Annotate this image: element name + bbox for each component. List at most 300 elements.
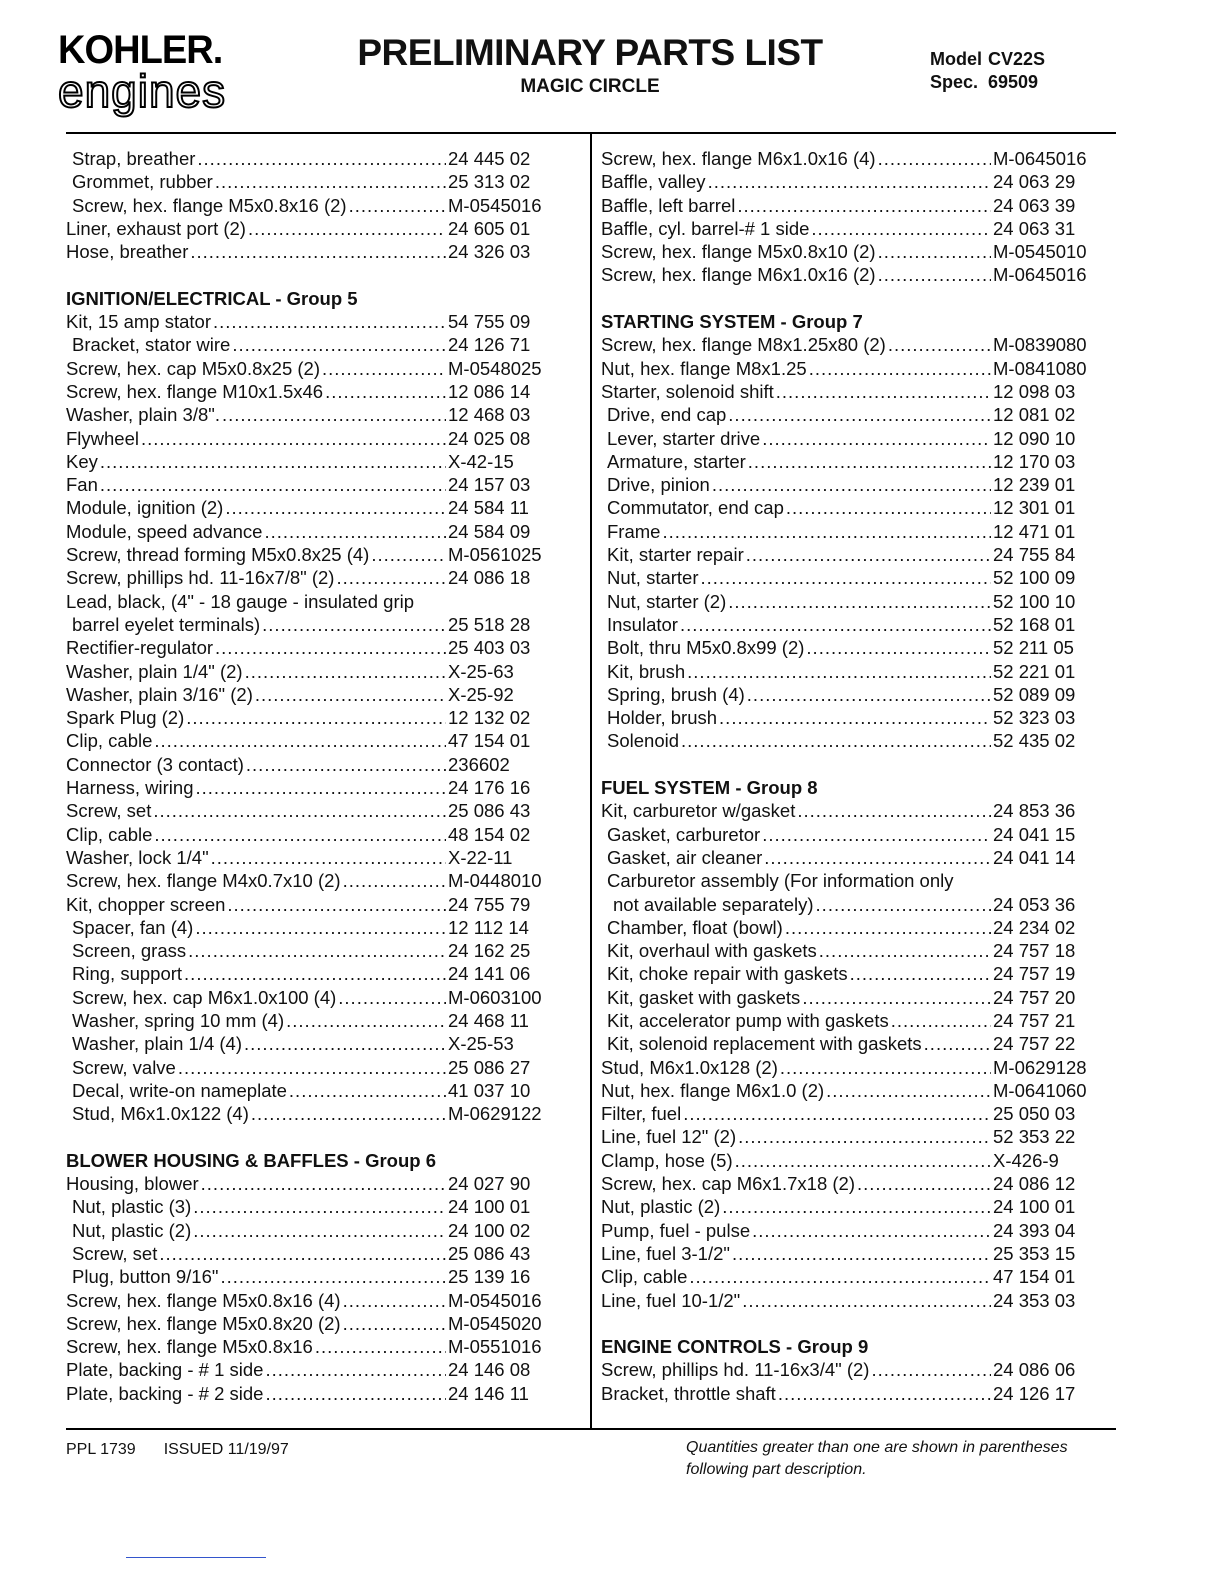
part-description: Rectifier-regulator bbox=[66, 637, 214, 659]
part-number: 12 471 01 bbox=[993, 520, 1076, 542]
parts-row bbox=[66, 730, 546, 753]
part-description: Washer, plain 3/8". bbox=[66, 404, 220, 426]
group-heading-fuel: FUEL SYSTEM - Group 8 bbox=[601, 777, 818, 799]
leader-dots bbox=[343, 1313, 446, 1335]
parts-row bbox=[66, 1103, 546, 1126]
parts-row bbox=[601, 474, 1091, 497]
part-number: 24 853 36 bbox=[993, 800, 1076, 822]
part-number: 24 063 31 bbox=[993, 217, 1076, 239]
parts-row bbox=[601, 614, 1091, 637]
parts-row bbox=[601, 358, 1091, 381]
parts-row bbox=[66, 1359, 546, 1382]
parts-row bbox=[66, 754, 546, 777]
parts-row bbox=[601, 940, 1091, 963]
leader-dots bbox=[752, 1220, 991, 1242]
part-description: Screw, hex. flange M6x1.0x16 (4) bbox=[601, 148, 876, 169]
model-spec-block bbox=[930, 48, 1045, 94]
part-number: 25 086 43 bbox=[448, 800, 531, 822]
parts-row bbox=[66, 684, 546, 707]
part-description: Kit, chopper screen bbox=[66, 893, 226, 915]
parts-row bbox=[601, 707, 1091, 730]
part-description: Clamp, hose (5) bbox=[601, 1149, 733, 1171]
parts-row bbox=[66, 1336, 546, 1359]
leader-dots bbox=[816, 894, 991, 916]
right-column bbox=[601, 148, 1091, 1406]
part-number: 52 323 03 bbox=[993, 707, 1076, 729]
leader-dots bbox=[100, 474, 446, 496]
part-description: Ring, support bbox=[72, 963, 183, 985]
part-description: Screw, hex. flange M5x0.8x16 (4) bbox=[66, 1289, 341, 1311]
part-description: Stud, M6x1.0x128 (2) bbox=[601, 1056, 778, 1078]
parts-row bbox=[66, 451, 546, 474]
leader-dots bbox=[371, 544, 446, 566]
leader-dots bbox=[338, 987, 446, 1009]
parts-row bbox=[601, 684, 1091, 707]
part-number: M-0551016 bbox=[448, 1336, 542, 1358]
part-number: 25 518 28 bbox=[448, 613, 531, 635]
part-number: 24 041 14 bbox=[993, 846, 1076, 868]
part-description: Kit, starter repair bbox=[607, 544, 744, 566]
leader-dots bbox=[343, 870, 446, 892]
parts-row bbox=[66, 474, 546, 497]
part-description: Screw, hex. flange M6x1.0x16 (2) bbox=[601, 264, 876, 286]
part-description: Gasket, carburetor bbox=[607, 823, 761, 845]
part-number: M-0629128 bbox=[993, 1056, 1087, 1078]
bottom-divider bbox=[66, 1428, 1116, 1430]
leader-dots bbox=[100, 451, 446, 473]
parts-row bbox=[66, 707, 546, 730]
part-description: Harness, wiring bbox=[66, 777, 194, 799]
part-number: 236602 bbox=[448, 753, 510, 775]
parts-row bbox=[601, 1383, 1091, 1406]
part-description: Baffle, valley bbox=[601, 171, 706, 193]
logo-kohler-text: KOHLER. bbox=[58, 28, 223, 72]
leader-dots bbox=[871, 1359, 991, 1381]
leader-dots bbox=[193, 1196, 446, 1218]
part-description: Gasket, air cleaner bbox=[607, 846, 763, 868]
fuel-list-b bbox=[601, 917, 1091, 1313]
part-description: Stud, M6x1.0x122 (4) bbox=[72, 1103, 249, 1125]
part-description: Screw, hex. flange M5x0.8x10 (2) bbox=[601, 241, 876, 263]
part-description: Connector (3 contact) bbox=[66, 753, 244, 775]
part-description: Bolt, thru M5x0.8x99 (2) bbox=[607, 637, 805, 659]
parts-row bbox=[601, 730, 1091, 753]
parts-row bbox=[66, 404, 546, 427]
page-subtitle: MAGIC CIRCLE bbox=[520, 76, 660, 97]
parts-row bbox=[66, 544, 546, 567]
part-number: 12 301 01 bbox=[993, 497, 1076, 519]
part-description: Plug, button 9/16" bbox=[72, 1266, 219, 1288]
leader-dots bbox=[719, 707, 991, 729]
part-number: 24 393 04 bbox=[993, 1219, 1076, 1241]
parts-row bbox=[66, 1080, 546, 1103]
part-description: Frame bbox=[607, 520, 661, 542]
part-description: Plate, backing - # 1 side bbox=[66, 1359, 264, 1381]
ignition-list-b bbox=[66, 637, 546, 1126]
part-number: 24 176 16 bbox=[448, 777, 531, 799]
leader-dots bbox=[762, 428, 991, 450]
part-description: Washer, spring 10 mm (4) bbox=[72, 1009, 285, 1031]
part-number: 48 154 02 bbox=[448, 823, 531, 845]
part-number: 12 098 03 bbox=[993, 380, 1076, 402]
parts-row bbox=[601, 917, 1091, 940]
part-number: 12 086 14 bbox=[448, 380, 531, 402]
leader-dots bbox=[746, 544, 991, 566]
group-heading-starting: STARTING SYSTEM - Group 7 bbox=[601, 311, 863, 333]
part-description: Strap, breather bbox=[72, 148, 196, 169]
part-number: M-0641060 bbox=[993, 1079, 1087, 1101]
part-number: 52 211 05 bbox=[993, 637, 1074, 659]
parts-row bbox=[601, 963, 1091, 986]
leader-dots bbox=[857, 1173, 991, 1195]
part-description: Baffle, cyl. barrel-# 1 side bbox=[601, 217, 810, 239]
leader-dots bbox=[722, 1196, 991, 1218]
leader-dots bbox=[785, 917, 991, 939]
parts-row bbox=[66, 567, 546, 590]
leader-dots bbox=[184, 963, 446, 985]
part-number: 24 086 06 bbox=[993, 1359, 1076, 1381]
leader-dots bbox=[265, 1359, 446, 1381]
parts-row bbox=[66, 963, 546, 986]
part-number: 24 100 02 bbox=[448, 1219, 531, 1241]
part-number: X-22-11 bbox=[448, 846, 513, 868]
parts-row bbox=[66, 1290, 546, 1313]
parts-row-carb-line1: Carburetor assembly (For information only bbox=[607, 870, 954, 892]
parts-row bbox=[601, 1150, 1091, 1173]
part-description: Nut, hex. flange M8x1.25 bbox=[601, 357, 807, 379]
parts-row bbox=[601, 1220, 1091, 1243]
controls-list bbox=[601, 1359, 1091, 1406]
leader-dots bbox=[878, 241, 991, 263]
part-description: Clip, cable bbox=[601, 1266, 688, 1288]
leader-dots bbox=[255, 684, 446, 706]
leader-dots bbox=[811, 218, 991, 240]
part-description: Screw, thread forming M5x0.8x25 (4) bbox=[66, 544, 370, 566]
part-number: 24 353 03 bbox=[993, 1289, 1076, 1311]
leader-dots bbox=[186, 707, 446, 729]
part-description: Kit, brush bbox=[607, 660, 686, 682]
part-description: Nut, starter bbox=[607, 567, 699, 589]
part-description: Screw, set bbox=[72, 1242, 158, 1264]
parts-row bbox=[601, 847, 1091, 870]
parts-row bbox=[601, 637, 1091, 660]
part-number: M-0545020 bbox=[448, 1312, 542, 1334]
part-description: Screw, phillips hd. 11-16x7/8" (2) bbox=[66, 567, 335, 589]
part-description: Grommet, rubber bbox=[72, 171, 213, 193]
part-number: 25 403 03 bbox=[448, 637, 531, 659]
part-number: 24 468 11 bbox=[448, 1009, 529, 1031]
part-number: X-25-63 bbox=[448, 660, 514, 682]
part-description: Flywheel bbox=[66, 427, 139, 449]
leader-dots bbox=[265, 1383, 446, 1405]
part-description: Screw, set bbox=[66, 800, 152, 822]
part-number: 52 168 01 bbox=[993, 613, 1076, 635]
leader-dots bbox=[289, 1080, 446, 1102]
parts-row bbox=[66, 195, 546, 218]
parts-row-lead-line1: Lead, black, (4" - 18 gauge - insulated grip bbox=[66, 590, 415, 612]
leader-dots bbox=[748, 451, 991, 473]
parts-row bbox=[66, 497, 546, 520]
part-description: Baffle, left barrel bbox=[601, 194, 736, 216]
issued-date: ISSUED 11/19/97 bbox=[163, 1441, 289, 1458]
part-number: 24 757 22 bbox=[993, 1033, 1076, 1055]
part-description: Screw, hex. cap M6x1.0x100 (4) bbox=[72, 986, 337, 1008]
leader-dots bbox=[764, 847, 991, 869]
leader-dots bbox=[778, 1383, 991, 1405]
part-description: Kit, 15 amp stator bbox=[66, 311, 211, 333]
leader-dots bbox=[245, 661, 446, 683]
part-number: X-42-15 bbox=[448, 450, 514, 472]
leader-dots bbox=[780, 1057, 991, 1079]
part-description: Nut, starter (2) bbox=[607, 590, 727, 612]
parts-row bbox=[601, 800, 1091, 823]
leader-dots bbox=[154, 824, 446, 846]
leader-dots bbox=[201, 1173, 446, 1195]
left-column bbox=[66, 148, 546, 1406]
part-number: 24 141 06 bbox=[448, 963, 531, 985]
model-label: Model bbox=[930, 49, 982, 69]
part-description: Spring, brush (4) bbox=[607, 683, 745, 705]
parts-row bbox=[601, 1243, 1091, 1266]
part-number: 24 757 21 bbox=[993, 1009, 1076, 1031]
parts-row bbox=[601, 1126, 1091, 1149]
part-number: X-426-9 bbox=[993, 1149, 1059, 1171]
part-number: M-0448010 bbox=[448, 870, 542, 892]
leader-dots bbox=[244, 1033, 446, 1055]
part-number: 25 139 16 bbox=[448, 1266, 531, 1288]
part-number: 24 234 02 bbox=[993, 916, 1076, 938]
leader-dots bbox=[197, 148, 446, 170]
parts-row bbox=[601, 428, 1091, 451]
part-number: 12 239 01 bbox=[993, 474, 1076, 496]
parts-row bbox=[66, 1057, 546, 1080]
part-number: M-0561025 bbox=[448, 544, 542, 566]
parts-row bbox=[601, 264, 1091, 287]
parts-row bbox=[66, 1243, 546, 1266]
part-description: Key bbox=[66, 450, 98, 472]
part-description: Kit, accelerator pump with gaskets bbox=[607, 1009, 889, 1031]
part-number: M-0629122 bbox=[448, 1103, 542, 1125]
starting-list bbox=[601, 334, 1091, 753]
part-description: Armature, starter bbox=[607, 450, 746, 472]
bottom-line-mark bbox=[126, 1557, 266, 1558]
parts-row bbox=[66, 917, 546, 940]
part-number: 12 170 03 bbox=[993, 450, 1076, 472]
leader-dots bbox=[195, 917, 446, 939]
parts-row bbox=[66, 521, 546, 544]
part-number: 24 162 25 bbox=[448, 940, 531, 962]
parts-row bbox=[601, 824, 1091, 847]
part-number: 24 041 15 bbox=[993, 823, 1076, 845]
parts-row bbox=[601, 567, 1091, 590]
parts-row bbox=[66, 171, 546, 194]
part-number: 25 086 27 bbox=[448, 1056, 531, 1078]
part-number: M-0841080 bbox=[993, 357, 1087, 379]
part-number: M-0545016 bbox=[448, 1289, 542, 1311]
fuel-list-a bbox=[601, 800, 1091, 870]
part-description: Bracket, stator wire bbox=[72, 334, 231, 356]
parts-row bbox=[66, 824, 546, 847]
spec-value: 69509 bbox=[988, 72, 1039, 92]
part-description: Nut, plastic (2) bbox=[601, 1196, 721, 1218]
part-description: Spark Plug (2) bbox=[66, 707, 185, 729]
part-number: 24 063 39 bbox=[993, 194, 1076, 216]
parts-row bbox=[601, 195, 1091, 218]
leader-dots bbox=[262, 614, 446, 636]
parts-row bbox=[66, 1173, 546, 1196]
leader-dots bbox=[662, 521, 991, 543]
part-number: 24 100 01 bbox=[993, 1196, 1076, 1218]
leader-dots bbox=[850, 963, 991, 985]
leader-dots bbox=[786, 497, 991, 519]
part-number: 25 086 43 bbox=[448, 1242, 531, 1264]
leader-dots bbox=[742, 1290, 991, 1312]
part-description: Pump, fuel - pulse bbox=[601, 1219, 751, 1241]
group-heading-controls: ENGINE CONTROLS - Group 9 bbox=[601, 1336, 869, 1358]
footer-note: Quantities greater than one are shown in parentheses following part description. bbox=[686, 1439, 1068, 1478]
leader-dots bbox=[190, 241, 446, 263]
part-description: Kit, overhaul with gaskets bbox=[607, 940, 817, 962]
part-number: 24 086 12 bbox=[993, 1173, 1076, 1195]
part-description: Screw, hex. flange M8x1.25x80 (2) bbox=[601, 334, 886, 356]
part-number: 25 353 15 bbox=[993, 1242, 1076, 1264]
parts-row bbox=[601, 148, 1091, 171]
spec-label: Spec. bbox=[930, 72, 979, 92]
leader-dots bbox=[762, 824, 991, 846]
part-number: 12 112 14 bbox=[448, 916, 529, 938]
leader-dots bbox=[806, 637, 991, 659]
model-value: CV22S bbox=[988, 49, 1046, 69]
parts-row bbox=[601, 544, 1091, 567]
part-description: Plate, backing - # 2 side bbox=[66, 1382, 264, 1404]
parts-row bbox=[601, 451, 1091, 474]
part-description: Screw, hex. flange M4x0.7x10 (2) bbox=[66, 870, 341, 892]
parts-row bbox=[601, 987, 1091, 1010]
leader-dots bbox=[286, 1010, 446, 1032]
leader-dots bbox=[188, 940, 446, 962]
leader-dots bbox=[732, 1243, 991, 1265]
part-number: 24 605 01 bbox=[448, 217, 531, 239]
part-number: 24 086 18 bbox=[448, 567, 531, 589]
part-description: Commutator, end cap bbox=[607, 497, 784, 519]
part-description: Clip, cable bbox=[66, 730, 153, 752]
part-number: 24 584 09 bbox=[448, 520, 531, 542]
parts-row bbox=[66, 311, 546, 334]
part-description: Nut, hex. flange M6x1.0 (2) bbox=[601, 1079, 825, 1101]
part-description: Solenoid bbox=[607, 730, 680, 752]
parts-row bbox=[601, 1057, 1091, 1080]
part-number: 24 757 19 bbox=[993, 963, 1076, 985]
part-number: 24 757 18 bbox=[993, 940, 1076, 962]
leader-dots bbox=[819, 940, 991, 962]
part-description: Screw, hex. flange M10x1.5x46 bbox=[66, 380, 324, 402]
part-number: M-0645016 bbox=[993, 264, 1087, 286]
parts-row bbox=[66, 381, 546, 404]
parts-row bbox=[66, 1220, 546, 1243]
part-number: M-0548025 bbox=[448, 357, 542, 379]
leader-dots bbox=[712, 474, 991, 496]
part-number: 12 090 10 bbox=[993, 427, 1076, 449]
part-description: Lever, starter drive bbox=[607, 427, 761, 449]
parts-row bbox=[66, 870, 546, 893]
part-description: Chamber, float (bowl) bbox=[607, 916, 783, 938]
leader-dots bbox=[246, 754, 446, 776]
leader-dots bbox=[747, 684, 991, 706]
parts-row bbox=[66, 241, 546, 264]
leader-dots bbox=[220, 1266, 446, 1288]
leader-dots bbox=[689, 1266, 991, 1288]
part-number: 24 025 08 bbox=[448, 427, 531, 449]
leader-dots bbox=[878, 264, 991, 286]
parts-row bbox=[601, 1290, 1091, 1313]
part-number: 12 081 02 bbox=[993, 404, 1076, 426]
ppl-number: PPL 1739 bbox=[66, 1441, 136, 1458]
part-number: 24 757 20 bbox=[993, 986, 1076, 1008]
leader-dots bbox=[891, 1010, 991, 1032]
part-description: Screw, phillips hd. 11-16x3/4" (2) bbox=[601, 1359, 870, 1381]
leader-dots bbox=[735, 1150, 991, 1172]
right-intro-list bbox=[601, 148, 1091, 288]
part-description: Line, fuel 3-1/2" bbox=[601, 1242, 730, 1264]
leader-dots bbox=[153, 800, 446, 822]
parts-row bbox=[66, 1383, 546, 1406]
parts-row bbox=[66, 800, 546, 823]
parts-row bbox=[66, 218, 546, 241]
part-number: 24 126 71 bbox=[448, 334, 531, 356]
logo-engines-text: engines bbox=[58, 65, 227, 117]
leader-dots bbox=[924, 1033, 991, 1055]
part-number: M-0603100 bbox=[448, 986, 542, 1008]
parts-row bbox=[601, 404, 1091, 427]
leader-dots bbox=[315, 1336, 446, 1358]
part-description: Bracket, throttle shaft bbox=[601, 1382, 776, 1404]
parts-row bbox=[601, 1080, 1091, 1103]
part-number: 24 126 17 bbox=[993, 1382, 1076, 1404]
parts-row bbox=[66, 637, 546, 660]
parts-row bbox=[66, 428, 546, 451]
leader-dots bbox=[213, 311, 446, 333]
leader-dots bbox=[215, 171, 446, 193]
part-number: 25 313 02 bbox=[448, 171, 531, 193]
leader-dots bbox=[708, 171, 991, 193]
leader-dots bbox=[797, 800, 991, 822]
part-number: 24 100 01 bbox=[448, 1196, 531, 1218]
ignition-list-a bbox=[66, 311, 546, 591]
part-number: 24 146 11 bbox=[448, 1382, 529, 1404]
leader-dots bbox=[227, 894, 446, 916]
leader-dots bbox=[222, 404, 446, 426]
part-number: X-25-53 bbox=[448, 1033, 514, 1055]
leader-dots bbox=[809, 358, 991, 380]
parts-row bbox=[66, 1313, 546, 1336]
part-description: Module, ignition (2) bbox=[66, 497, 224, 519]
part-number: 52 435 02 bbox=[993, 730, 1076, 752]
part-description: Kit, gasket with gaskets bbox=[607, 986, 801, 1008]
part-description: Drive, pinion bbox=[607, 474, 710, 496]
leader-dots bbox=[683, 1103, 991, 1125]
part-number: 24 146 08 bbox=[448, 1359, 531, 1381]
parts-row bbox=[601, 1103, 1091, 1126]
part-number: 24 157 03 bbox=[448, 474, 531, 496]
leader-dots bbox=[211, 847, 446, 869]
part-number: 47 154 01 bbox=[993, 1266, 1076, 1288]
leader-dots bbox=[141, 428, 446, 450]
part-number: X-25-92 bbox=[448, 683, 514, 705]
parts-row-lead-line2: barrel eyelet terminals) ..... 25 518 28 bbox=[66, 614, 546, 637]
part-number: 12 468 03 bbox=[448, 404, 531, 426]
parts-row bbox=[66, 334, 546, 357]
part-description: Filter, fuel bbox=[601, 1103, 682, 1125]
